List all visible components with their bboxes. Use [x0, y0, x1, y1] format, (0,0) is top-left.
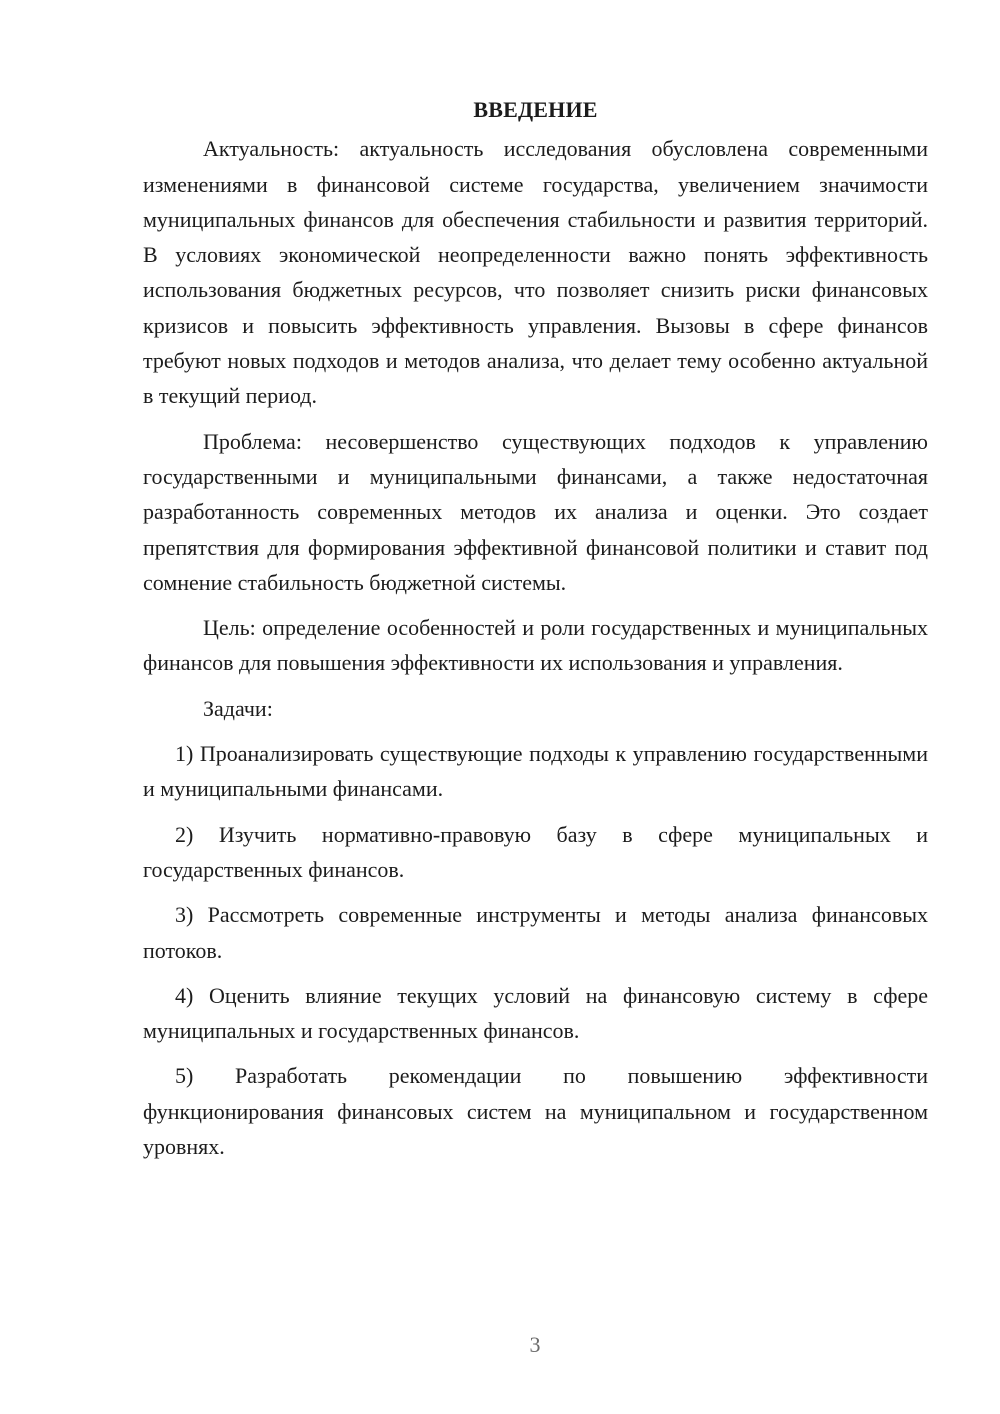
task-item-5: 5) Разработать рекомендации по повышению эффективности функционирования финансовых систем на муниципальном и государственном уровнях.	[143, 1063, 928, 1160]
paragraph-problem: Проблема: несовершенство существующих подходов к управлению государственными и муниципальными финансами, а также недостаточная разработанность современных методов их анализа и оценки. Это создает препятствия для формирования эффективной финансовой политики и ставит под сомнение стабильность бюджетной системы.	[143, 428, 928, 595]
task-item-3: 3) Рассмотреть современные инструменты и методы анализа финансовых потоков.	[143, 902, 928, 963]
task-item-2: 2) Изучить нормативно-правовую базу в сфере муниципальных и государственных финансов.	[143, 821, 928, 882]
task-item-1: 1) Проанализировать существующие подходы к управлению государственными и муниципальными финансами.	[143, 741, 928, 802]
document-page	[143, 92, 928, 1164]
paragraph-relevance: Актуальность: актуальность исследования обусловлена современными изменениями в финансовой системе государства, увеличением значимости муниципальных финансов для обеспечения стабильности и развития территорий. В условиях экономической неопределенности важно понять эффективность использования бюджетных ресурсов, что позволяет снизить риски финансовых кризисов и повысить эффективность управления. Вызовы в сфере финансов требуют новых подходов и методов анализа, что делает тему особенно актуальной в текущий период.	[143, 136, 928, 409]
section-title: ВВЕДЕНИЕ	[473, 97, 598, 122]
paragraph-goal: Цель: определение особенностей и роли государственных и муниципальных финансов для повышения эффективности их использования и управления.	[143, 615, 928, 676]
tasks-heading: Задачи:	[203, 695, 273, 721]
page-number: 3	[529, 1332, 541, 1357]
task-item-4: 4) Оценить влияние текущих условий на финансовую систему в сфере муниципальных и государственных финансов.	[143, 982, 928, 1044]
